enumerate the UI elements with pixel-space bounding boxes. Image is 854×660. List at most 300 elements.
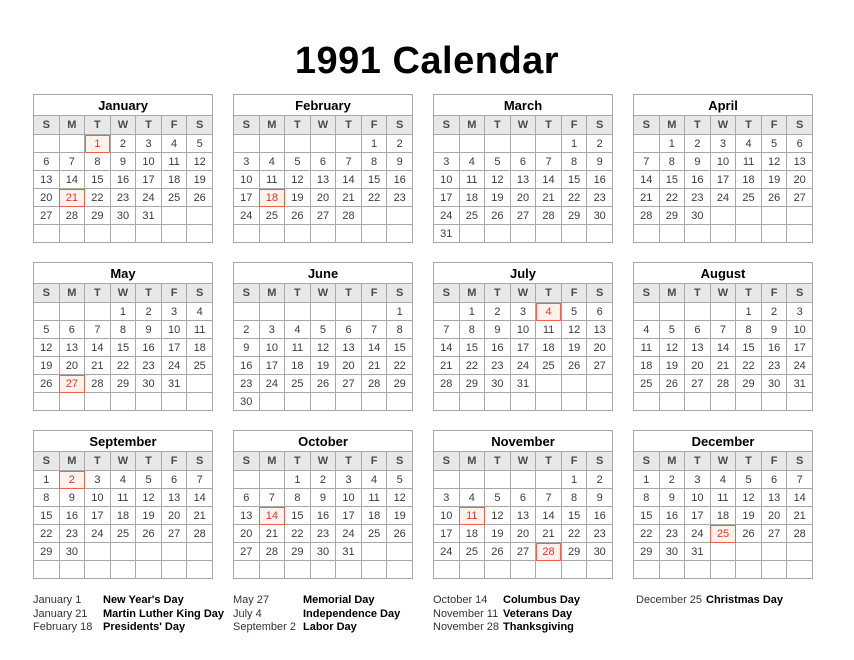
date-cell: 7 xyxy=(336,153,362,171)
date-cell: 2 xyxy=(234,321,260,339)
date-cell: 23 xyxy=(310,525,336,543)
date-cell xyxy=(761,225,787,243)
date-cell xyxy=(361,207,387,225)
week-row xyxy=(634,507,813,525)
date-cell: 24 xyxy=(85,525,111,543)
date-cell: 5 xyxy=(187,135,213,153)
date-cell xyxy=(736,561,762,579)
date-cell: 4 xyxy=(161,135,187,153)
date-cell: 29 xyxy=(659,207,685,225)
date-cell: 26 xyxy=(485,207,511,225)
date-cell xyxy=(659,561,685,579)
date-cell: 30 xyxy=(587,207,613,225)
date-cell: 11 xyxy=(361,489,387,507)
date-cell: 5 xyxy=(659,321,685,339)
week-row xyxy=(434,543,613,561)
date-cell xyxy=(336,561,362,579)
date-cell: 17 xyxy=(787,339,813,357)
date-cell: 21 xyxy=(536,189,562,207)
date-cell: 3 xyxy=(161,303,187,321)
date-cell: 14 xyxy=(634,171,660,189)
weekday-header: S xyxy=(34,284,60,303)
date-cell: 8 xyxy=(34,489,60,507)
date-cell: 11 xyxy=(536,321,562,339)
date-cell: 8 xyxy=(387,321,413,339)
date-cell xyxy=(336,135,362,153)
date-cell: 10 xyxy=(234,171,260,189)
date-cell xyxy=(787,393,813,411)
date-cell: 17 xyxy=(710,171,736,189)
date-cell: 30 xyxy=(136,375,162,393)
date-cell xyxy=(234,561,260,579)
date-cell: 20 xyxy=(336,357,362,375)
weekday-header: S xyxy=(434,116,460,135)
date-cell: 1 xyxy=(634,471,660,489)
legend-holiday-date: July 4 xyxy=(233,607,262,620)
date-cell: 24 xyxy=(161,357,187,375)
date-cell xyxy=(161,543,187,561)
date-cell: 14 xyxy=(59,171,85,189)
date-cell xyxy=(387,207,413,225)
date-cell xyxy=(736,543,762,561)
date-cell xyxy=(34,135,60,153)
date-cell: 23 xyxy=(110,189,136,207)
date-cell: 9 xyxy=(234,339,260,357)
holiday-date-cell: 2 xyxy=(59,471,85,489)
date-cell: 19 xyxy=(136,507,162,525)
date-cell: 16 xyxy=(136,339,162,357)
date-cell: 17 xyxy=(510,339,536,357)
date-cell: 19 xyxy=(761,171,787,189)
date-cell: 16 xyxy=(659,507,685,525)
date-cell xyxy=(136,225,162,243)
date-cell: 11 xyxy=(161,153,187,171)
date-cell: 28 xyxy=(336,207,362,225)
date-cell xyxy=(136,543,162,561)
date-cell: 31 xyxy=(161,375,187,393)
month-title-row xyxy=(634,95,813,116)
date-cell xyxy=(485,135,511,153)
date-cell xyxy=(561,393,587,411)
weekday-header: T xyxy=(336,284,362,303)
week-row xyxy=(34,207,213,225)
date-cell: 1 xyxy=(387,303,413,321)
date-cell: 16 xyxy=(387,171,413,189)
date-cell xyxy=(685,393,711,411)
date-cell: 17 xyxy=(434,189,460,207)
week-row xyxy=(634,543,813,561)
week-row xyxy=(634,471,813,489)
date-cell: 7 xyxy=(259,489,285,507)
date-cell xyxy=(285,135,311,153)
date-cell xyxy=(459,471,485,489)
date-cell xyxy=(485,393,511,411)
date-cell: 14 xyxy=(361,339,387,357)
weekday-header: S xyxy=(634,116,660,135)
date-cell: 28 xyxy=(787,525,813,543)
date-cell xyxy=(710,207,736,225)
date-cell: 5 xyxy=(485,489,511,507)
date-cell: 14 xyxy=(536,171,562,189)
holiday-date-cell: 28 xyxy=(536,543,562,561)
date-cell: 4 xyxy=(736,135,762,153)
date-cell: 16 xyxy=(310,507,336,525)
week-row xyxy=(434,507,613,525)
week-row xyxy=(634,303,813,321)
date-cell: 15 xyxy=(34,507,60,525)
date-cell: 20 xyxy=(161,507,187,525)
date-cell: 15 xyxy=(110,339,136,357)
date-cell xyxy=(187,225,213,243)
date-cell: 5 xyxy=(561,303,587,321)
date-cell: 9 xyxy=(761,321,787,339)
date-cell: 31 xyxy=(510,375,536,393)
date-cell: 25 xyxy=(736,189,762,207)
date-cell: 2 xyxy=(110,135,136,153)
date-cell: 28 xyxy=(187,525,213,543)
date-cell: 22 xyxy=(659,189,685,207)
date-cell xyxy=(536,393,562,411)
date-cell xyxy=(587,225,613,243)
date-cell: 22 xyxy=(85,189,111,207)
date-cell: 25 xyxy=(161,189,187,207)
weekday-header: S xyxy=(187,116,213,135)
date-cell: 6 xyxy=(761,471,787,489)
date-cell xyxy=(310,393,336,411)
legend-holiday-date: May 27 xyxy=(233,594,270,606)
date-cell: 12 xyxy=(387,489,413,507)
date-cell xyxy=(310,225,336,243)
weekday-header: M xyxy=(459,284,485,303)
date-cell xyxy=(659,303,685,321)
weekday-header: F xyxy=(761,284,787,303)
date-cell xyxy=(387,543,413,561)
date-cell xyxy=(685,561,711,579)
date-cell: 22 xyxy=(736,357,762,375)
date-cell: 31 xyxy=(136,207,162,225)
week-row xyxy=(434,471,613,489)
date-cell: 21 xyxy=(361,357,387,375)
week-row xyxy=(234,393,413,411)
date-cell: 23 xyxy=(761,357,787,375)
week-row xyxy=(34,507,213,525)
holiday-date-cell: 11 xyxy=(459,507,485,525)
date-cell: 30 xyxy=(310,543,336,561)
month-calendar xyxy=(233,262,413,411)
date-cell: 7 xyxy=(536,489,562,507)
week-row xyxy=(34,561,213,579)
weekday-header: S xyxy=(634,284,660,303)
week-row xyxy=(434,189,613,207)
weekday-header: T xyxy=(536,452,562,471)
date-cell xyxy=(34,561,60,579)
date-cell: 20 xyxy=(59,357,85,375)
date-cell: 15 xyxy=(361,171,387,189)
weekday-header: W xyxy=(310,452,336,471)
date-cell: 19 xyxy=(485,525,511,543)
weekday-header: T xyxy=(285,116,311,135)
month-title: January xyxy=(34,95,213,116)
week-row xyxy=(434,375,613,393)
date-cell: 29 xyxy=(736,375,762,393)
date-cell: 12 xyxy=(310,339,336,357)
date-cell: 25 xyxy=(285,375,311,393)
date-cell: 16 xyxy=(59,507,85,525)
weekday-header: M xyxy=(659,116,685,135)
date-cell: 5 xyxy=(34,321,60,339)
date-cell: 30 xyxy=(587,543,613,561)
weekday-header: T xyxy=(136,452,162,471)
date-cell: 18 xyxy=(536,339,562,357)
date-cell xyxy=(110,543,136,561)
date-cell: 8 xyxy=(459,321,485,339)
weekday-header: S xyxy=(387,284,413,303)
date-cell xyxy=(85,225,111,243)
date-cell: 1 xyxy=(110,303,136,321)
week-row xyxy=(34,525,213,543)
date-cell: 23 xyxy=(659,525,685,543)
date-cell: 29 xyxy=(285,543,311,561)
date-cell: 27 xyxy=(787,189,813,207)
weekday-header: M xyxy=(459,452,485,471)
month-title: February xyxy=(234,95,413,116)
date-cell: 6 xyxy=(587,303,613,321)
week-row xyxy=(634,339,813,357)
date-cell: 7 xyxy=(187,471,213,489)
date-cell xyxy=(459,561,485,579)
date-cell xyxy=(285,225,311,243)
date-cell: 7 xyxy=(710,321,736,339)
date-cell: 25 xyxy=(361,525,387,543)
holiday-legend xyxy=(33,594,854,635)
month-title-row xyxy=(34,263,213,284)
legend-holiday-name: Martin Luther King Day xyxy=(103,607,225,620)
date-cell: 29 xyxy=(85,207,111,225)
date-cell: 15 xyxy=(387,339,413,357)
month-title: June xyxy=(234,263,413,284)
month-title: October xyxy=(234,431,413,452)
date-cell xyxy=(561,225,587,243)
date-cell: 23 xyxy=(234,375,260,393)
date-cell: 21 xyxy=(187,507,213,525)
weekday-header: W xyxy=(110,452,136,471)
week-row xyxy=(34,189,213,207)
week-row xyxy=(434,225,613,243)
date-cell xyxy=(59,303,85,321)
date-cell: 25 xyxy=(634,375,660,393)
legend-holiday-date: October 14 xyxy=(433,594,488,606)
date-cell: 17 xyxy=(434,525,460,543)
date-cell: 8 xyxy=(561,489,587,507)
date-cell xyxy=(34,303,60,321)
week-row xyxy=(234,471,413,489)
date-cell: 26 xyxy=(485,543,511,561)
date-cell: 29 xyxy=(34,543,60,561)
date-cell: 19 xyxy=(736,507,762,525)
date-cell: 5 xyxy=(285,153,311,171)
legend-row xyxy=(233,594,433,608)
date-cell: 7 xyxy=(85,321,111,339)
date-cell: 29 xyxy=(561,207,587,225)
date-cell xyxy=(710,393,736,411)
legend-row xyxy=(33,621,233,635)
date-cell: 20 xyxy=(510,189,536,207)
date-cell xyxy=(510,393,536,411)
date-cell xyxy=(510,471,536,489)
date-cell: 3 xyxy=(336,471,362,489)
date-cell: 9 xyxy=(587,489,613,507)
date-cell: 4 xyxy=(259,153,285,171)
date-cell xyxy=(536,135,562,153)
weekday-header: W xyxy=(710,284,736,303)
weekday-header-row xyxy=(434,116,613,135)
date-cell: 10 xyxy=(710,153,736,171)
date-cell: 4 xyxy=(459,489,485,507)
date-cell: 2 xyxy=(685,135,711,153)
week-row xyxy=(634,321,813,339)
date-cell: 4 xyxy=(110,471,136,489)
date-cell: 20 xyxy=(685,357,711,375)
legend-holiday-name: Memorial Day xyxy=(303,594,375,606)
legend-holiday-name: New Year's Day xyxy=(103,594,184,606)
date-cell: 31 xyxy=(685,543,711,561)
weekday-header: F xyxy=(361,116,387,135)
date-cell: 11 xyxy=(736,153,762,171)
week-row xyxy=(434,393,613,411)
date-cell: 23 xyxy=(136,357,162,375)
date-cell xyxy=(710,543,736,561)
date-cell: 6 xyxy=(336,321,362,339)
date-cell xyxy=(761,393,787,411)
date-cell: 24 xyxy=(787,357,813,375)
date-cell: 7 xyxy=(787,471,813,489)
date-cell: 7 xyxy=(634,153,660,171)
date-cell: 12 xyxy=(736,489,762,507)
date-cell: 6 xyxy=(685,321,711,339)
date-cell xyxy=(587,561,613,579)
date-cell xyxy=(787,543,813,561)
date-cell: 13 xyxy=(787,153,813,171)
date-cell xyxy=(787,561,813,579)
date-cell xyxy=(387,225,413,243)
week-row xyxy=(34,543,213,561)
date-cell: 15 xyxy=(285,507,311,525)
date-cell: 26 xyxy=(761,189,787,207)
date-cell xyxy=(187,393,213,411)
weekday-header: S xyxy=(387,452,413,471)
weekday-header: T xyxy=(736,284,762,303)
week-row xyxy=(434,339,613,357)
weekday-header: T xyxy=(136,116,162,135)
date-cell: 11 xyxy=(459,171,485,189)
weekday-header-row xyxy=(234,452,413,471)
weekday-header: F xyxy=(761,116,787,135)
date-cell: 22 xyxy=(387,357,413,375)
weekday-header: S xyxy=(587,116,613,135)
weekday-header: T xyxy=(685,284,711,303)
date-cell: 9 xyxy=(387,153,413,171)
date-cell: 14 xyxy=(710,339,736,357)
week-row xyxy=(234,543,413,561)
date-cell: 15 xyxy=(736,339,762,357)
weekday-header: M xyxy=(659,452,685,471)
date-cell: 10 xyxy=(85,489,111,507)
date-cell: 2 xyxy=(485,303,511,321)
date-cell xyxy=(259,471,285,489)
date-cell xyxy=(85,303,111,321)
date-cell: 17 xyxy=(234,189,260,207)
date-cell: 6 xyxy=(34,153,60,171)
weekday-header: F xyxy=(161,284,187,303)
week-row xyxy=(634,393,813,411)
date-cell: 16 xyxy=(110,171,136,189)
date-cell: 16 xyxy=(485,339,511,357)
date-cell: 24 xyxy=(434,543,460,561)
weekday-header: T xyxy=(285,452,311,471)
date-cell xyxy=(761,543,787,561)
weekday-header: M xyxy=(59,284,85,303)
date-cell: 18 xyxy=(710,507,736,525)
date-cell: 8 xyxy=(110,321,136,339)
date-cell: 28 xyxy=(361,375,387,393)
date-cell: 7 xyxy=(434,321,460,339)
date-cell: 23 xyxy=(685,189,711,207)
weekday-header: F xyxy=(561,116,587,135)
legend-row xyxy=(233,608,433,622)
date-cell: 20 xyxy=(510,525,536,543)
date-cell: 3 xyxy=(234,153,260,171)
date-cell xyxy=(634,393,660,411)
date-cell: 5 xyxy=(761,135,787,153)
date-cell: 9 xyxy=(110,153,136,171)
weekday-header: F xyxy=(361,284,387,303)
date-cell xyxy=(136,393,162,411)
date-cell: 24 xyxy=(336,525,362,543)
weekday-header-row xyxy=(234,284,413,303)
weekday-header: S xyxy=(434,284,460,303)
week-row xyxy=(34,225,213,243)
date-cell: 26 xyxy=(187,189,213,207)
week-row xyxy=(234,507,413,525)
date-cell: 13 xyxy=(234,507,260,525)
weekday-header: T xyxy=(85,452,111,471)
month-title: July xyxy=(434,263,613,284)
date-cell xyxy=(259,303,285,321)
legend-row xyxy=(33,594,233,608)
date-cell xyxy=(361,561,387,579)
date-cell xyxy=(85,561,111,579)
weekday-header: W xyxy=(510,116,536,135)
date-cell: 11 xyxy=(634,339,660,357)
date-cell: 18 xyxy=(285,357,311,375)
date-cell: 8 xyxy=(561,153,587,171)
date-cell: 1 xyxy=(736,303,762,321)
legend-column xyxy=(33,594,233,635)
holiday-date-cell: 27 xyxy=(59,375,85,393)
months-grid xyxy=(33,94,854,579)
date-cell xyxy=(634,225,660,243)
weekday-header: T xyxy=(336,116,362,135)
weekday-header: W xyxy=(710,452,736,471)
date-cell xyxy=(110,393,136,411)
week-row xyxy=(634,153,813,171)
legend-holiday-date: December 25 xyxy=(636,594,703,606)
legend-holiday-name: Columbus Day xyxy=(503,594,581,606)
date-cell xyxy=(536,375,562,393)
date-cell xyxy=(187,543,213,561)
date-cell: 26 xyxy=(285,207,311,225)
date-cell xyxy=(110,225,136,243)
